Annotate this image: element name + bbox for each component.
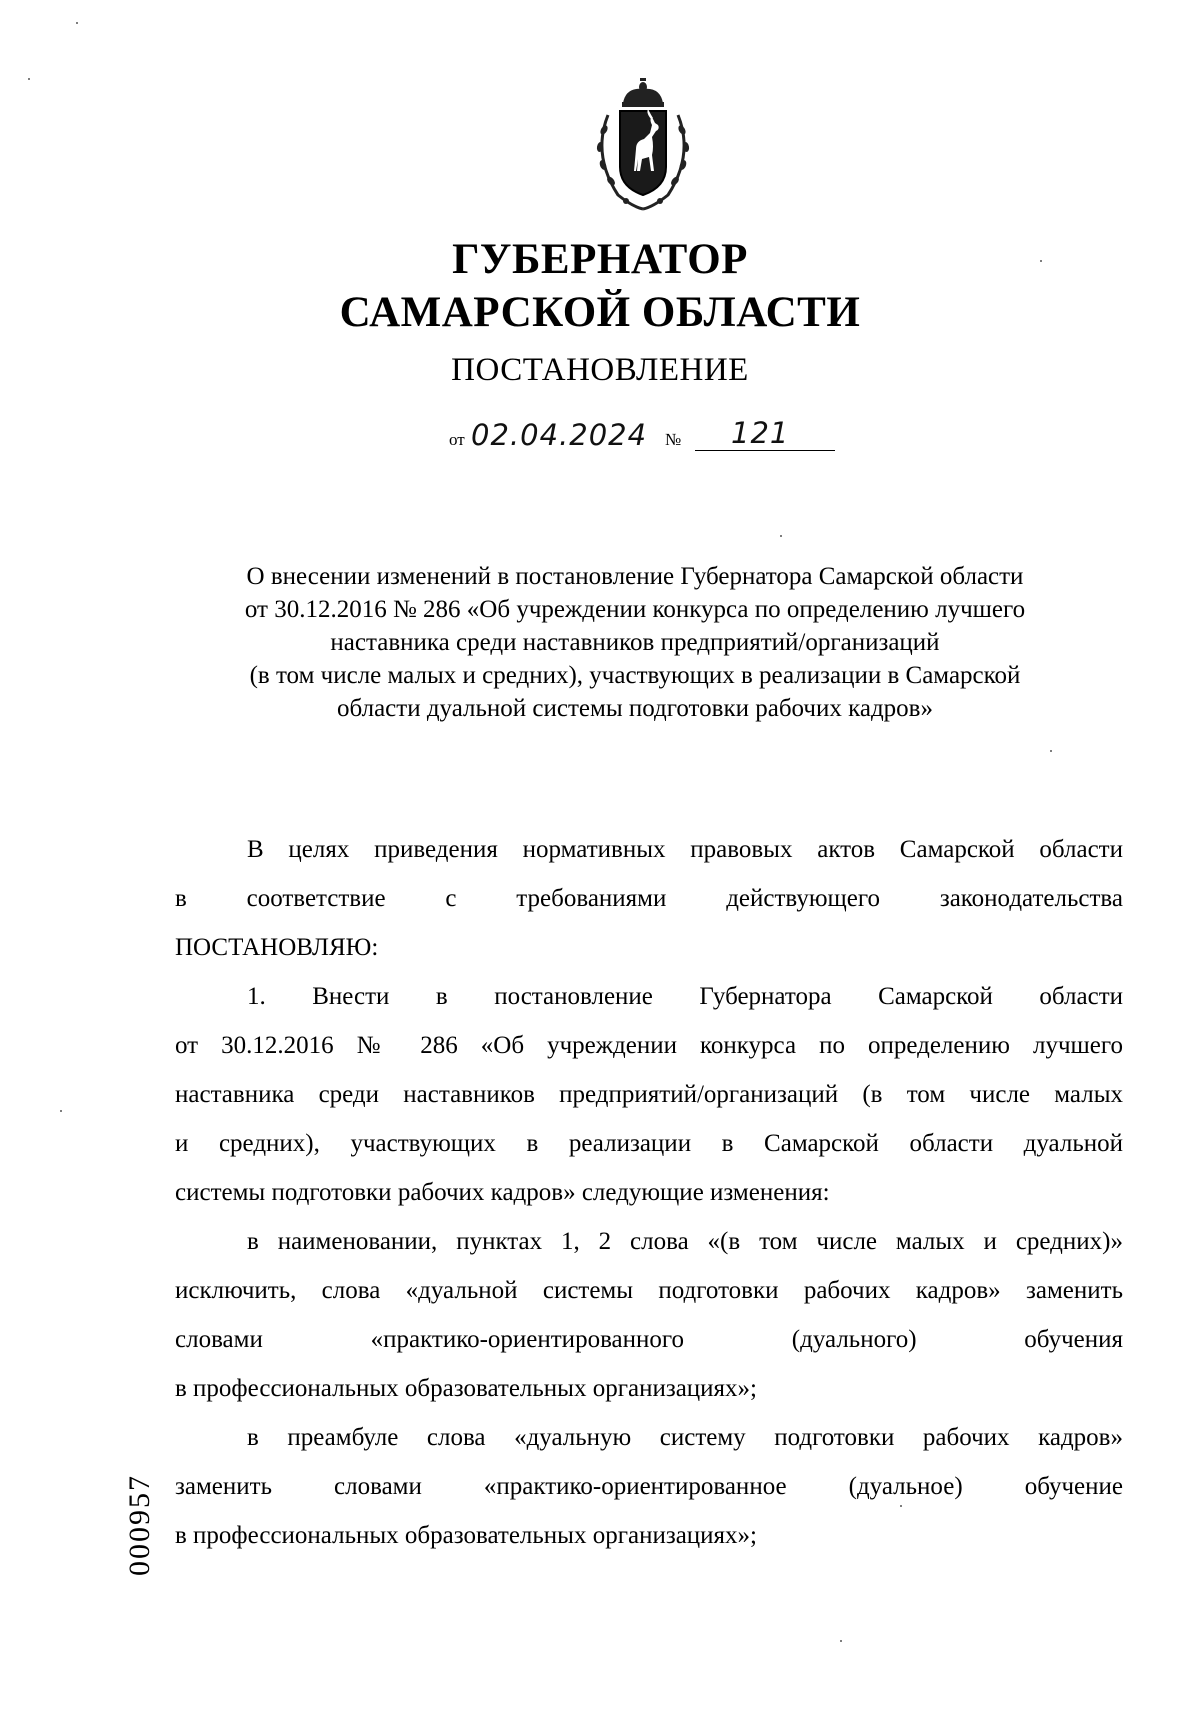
body-line: заменить словами «практико-ориентированное (дуальное) обучение xyxy=(175,1473,1123,1500)
subject-line: наставника среди наставников предприятий/организаций xyxy=(330,629,940,656)
body-line: от 30.12.2016 № 286 «Об учреждении конкурса по определению лучшего xyxy=(175,1032,1123,1059)
scan-speck xyxy=(780,535,782,537)
document-body xyxy=(175,0,1123,1715)
body-line: в преамбуле слова «дуальную систему подготовки рабочих кадров» xyxy=(247,1424,1123,1451)
body-line: наставника среди наставников предприятий/организаций (в том числе малых xyxy=(175,1081,1123,1108)
body-line: в профессиональных образовательных организациях»; xyxy=(175,1375,757,1402)
side-registration-number xyxy=(120,1460,160,1590)
number-prefix: № xyxy=(665,430,682,449)
body-line: системы подготовки рабочих кадров» следующие изменения: xyxy=(175,1179,830,1206)
scan-speck xyxy=(900,1505,902,1507)
subject-line: от 30.12.2016 № 286 «Об учреждении конкурса по определению лучшего xyxy=(244,596,1026,623)
scan-speck xyxy=(60,1110,62,1112)
issuer-title-line1: ГУБЕРНАТОР xyxy=(452,236,748,283)
body-line: в соответствие с требованиями действующего законодательства xyxy=(175,885,1123,912)
subject-line: О внесении изменений в постановление Губернатора Самарской области xyxy=(246,563,1024,590)
scan-speck xyxy=(840,1640,842,1642)
issuer-title-line2: САМАРСКОЙ ОБЛАСТИ xyxy=(339,289,861,336)
side-registration-number-text: 000957 xyxy=(123,1474,156,1576)
body-line: и средних), участвующих в реализации в Самарской области дуальной xyxy=(175,1130,1123,1157)
handwritten-number: 121 xyxy=(731,416,790,450)
body-line: в профессиональных образовательных организациях»; xyxy=(175,1522,757,1549)
scan-speck xyxy=(76,22,78,24)
scan-speck xyxy=(1040,260,1042,262)
body-line: словами «практико-ориентированного (дуального) обучения xyxy=(175,1326,1123,1353)
subject-line: области дуальной системы подготовки рабочих кадров» xyxy=(337,695,933,722)
document-type: ПОСТАНОВЛЕНИЕ xyxy=(451,352,749,388)
body-line-resolve: ПОСТАНОВЛЯЮ: xyxy=(175,934,379,961)
body-line: исключить, слова «дуальной системы подготовки рабочих кадров» заменить xyxy=(175,1277,1123,1304)
scan-speck xyxy=(28,78,30,80)
body-line: 1. Внести в постановление Губернатора Самарской области xyxy=(247,983,1123,1010)
subject-line: (в том числе малых и средних), участвующих в реализации в Самарской xyxy=(249,662,1021,689)
scan-speck xyxy=(1050,750,1052,752)
handwritten-date: 02.04.2024 xyxy=(471,418,648,452)
date-prefix: от xyxy=(449,430,465,449)
body-line: в наименовании, пунктах 1, 2 слова «(в том числе малых и средних)» xyxy=(247,1228,1123,1255)
body-line: В целях приведения нормативных правовых актов Самарской области xyxy=(247,836,1123,863)
